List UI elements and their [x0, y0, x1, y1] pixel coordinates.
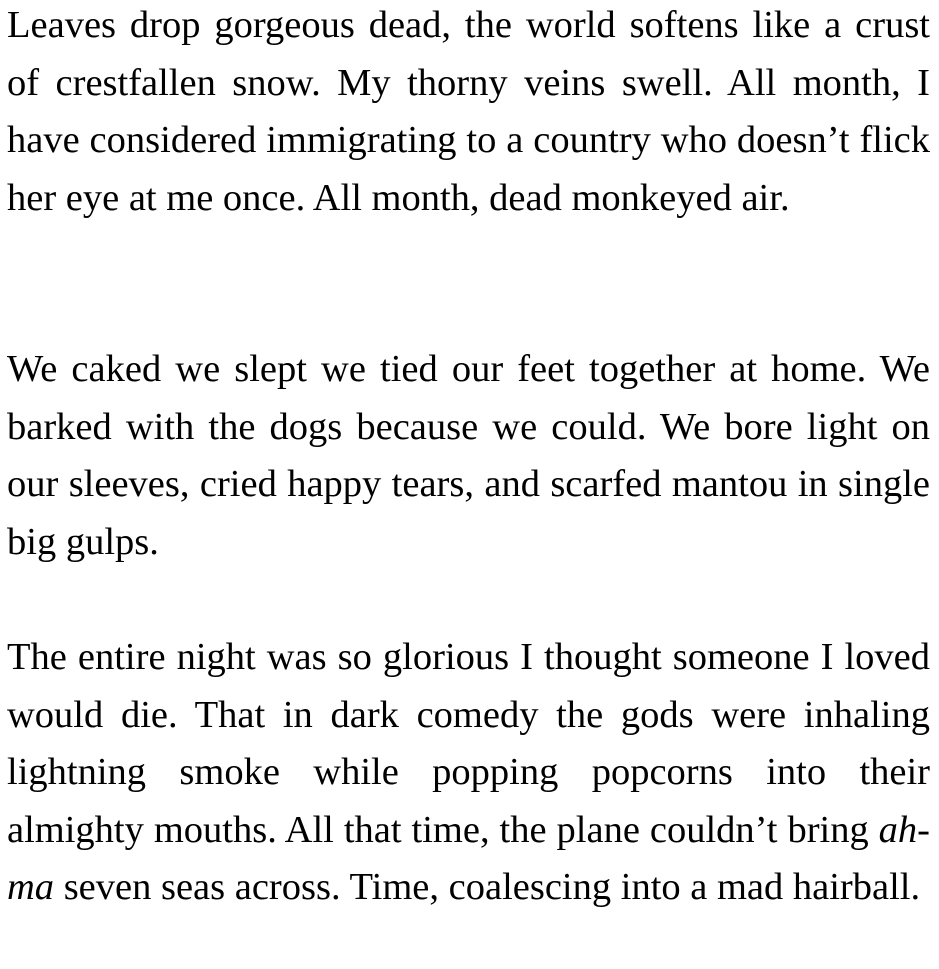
paragraph-3 [7, 629, 930, 917]
paragraph-1: Leaves drop gorgeous dead, the world softens like a crust of crestfallen snow. My thorny veins swell. All month, I have considered immigrating to a country who doesn’t flick her eye at me once. All month, dead monkeyed air. [7, 4, 930, 219]
paragraph-2: We caked we slept we tied our feet together at home. We barked with the dogs because we could. We bore light on our sleeves, cried happy tears, and scarfed mantou in single big gulps. [7, 348, 930, 563]
italic-word-ah-ma: ah-ma [7, 808, 930, 908]
paragraph-3-text-after: seven seas across. Time, coalescing into a mad hairball. [54, 866, 921, 908]
paragraph-3-text-before: The entire night was so glorious I thought someone I loved would die. That in dark comedy the gods were inhaling lightning smoke while popping popcorns into their almighty mouths. All that time, the plane couldn’t bring [7, 636, 930, 851]
